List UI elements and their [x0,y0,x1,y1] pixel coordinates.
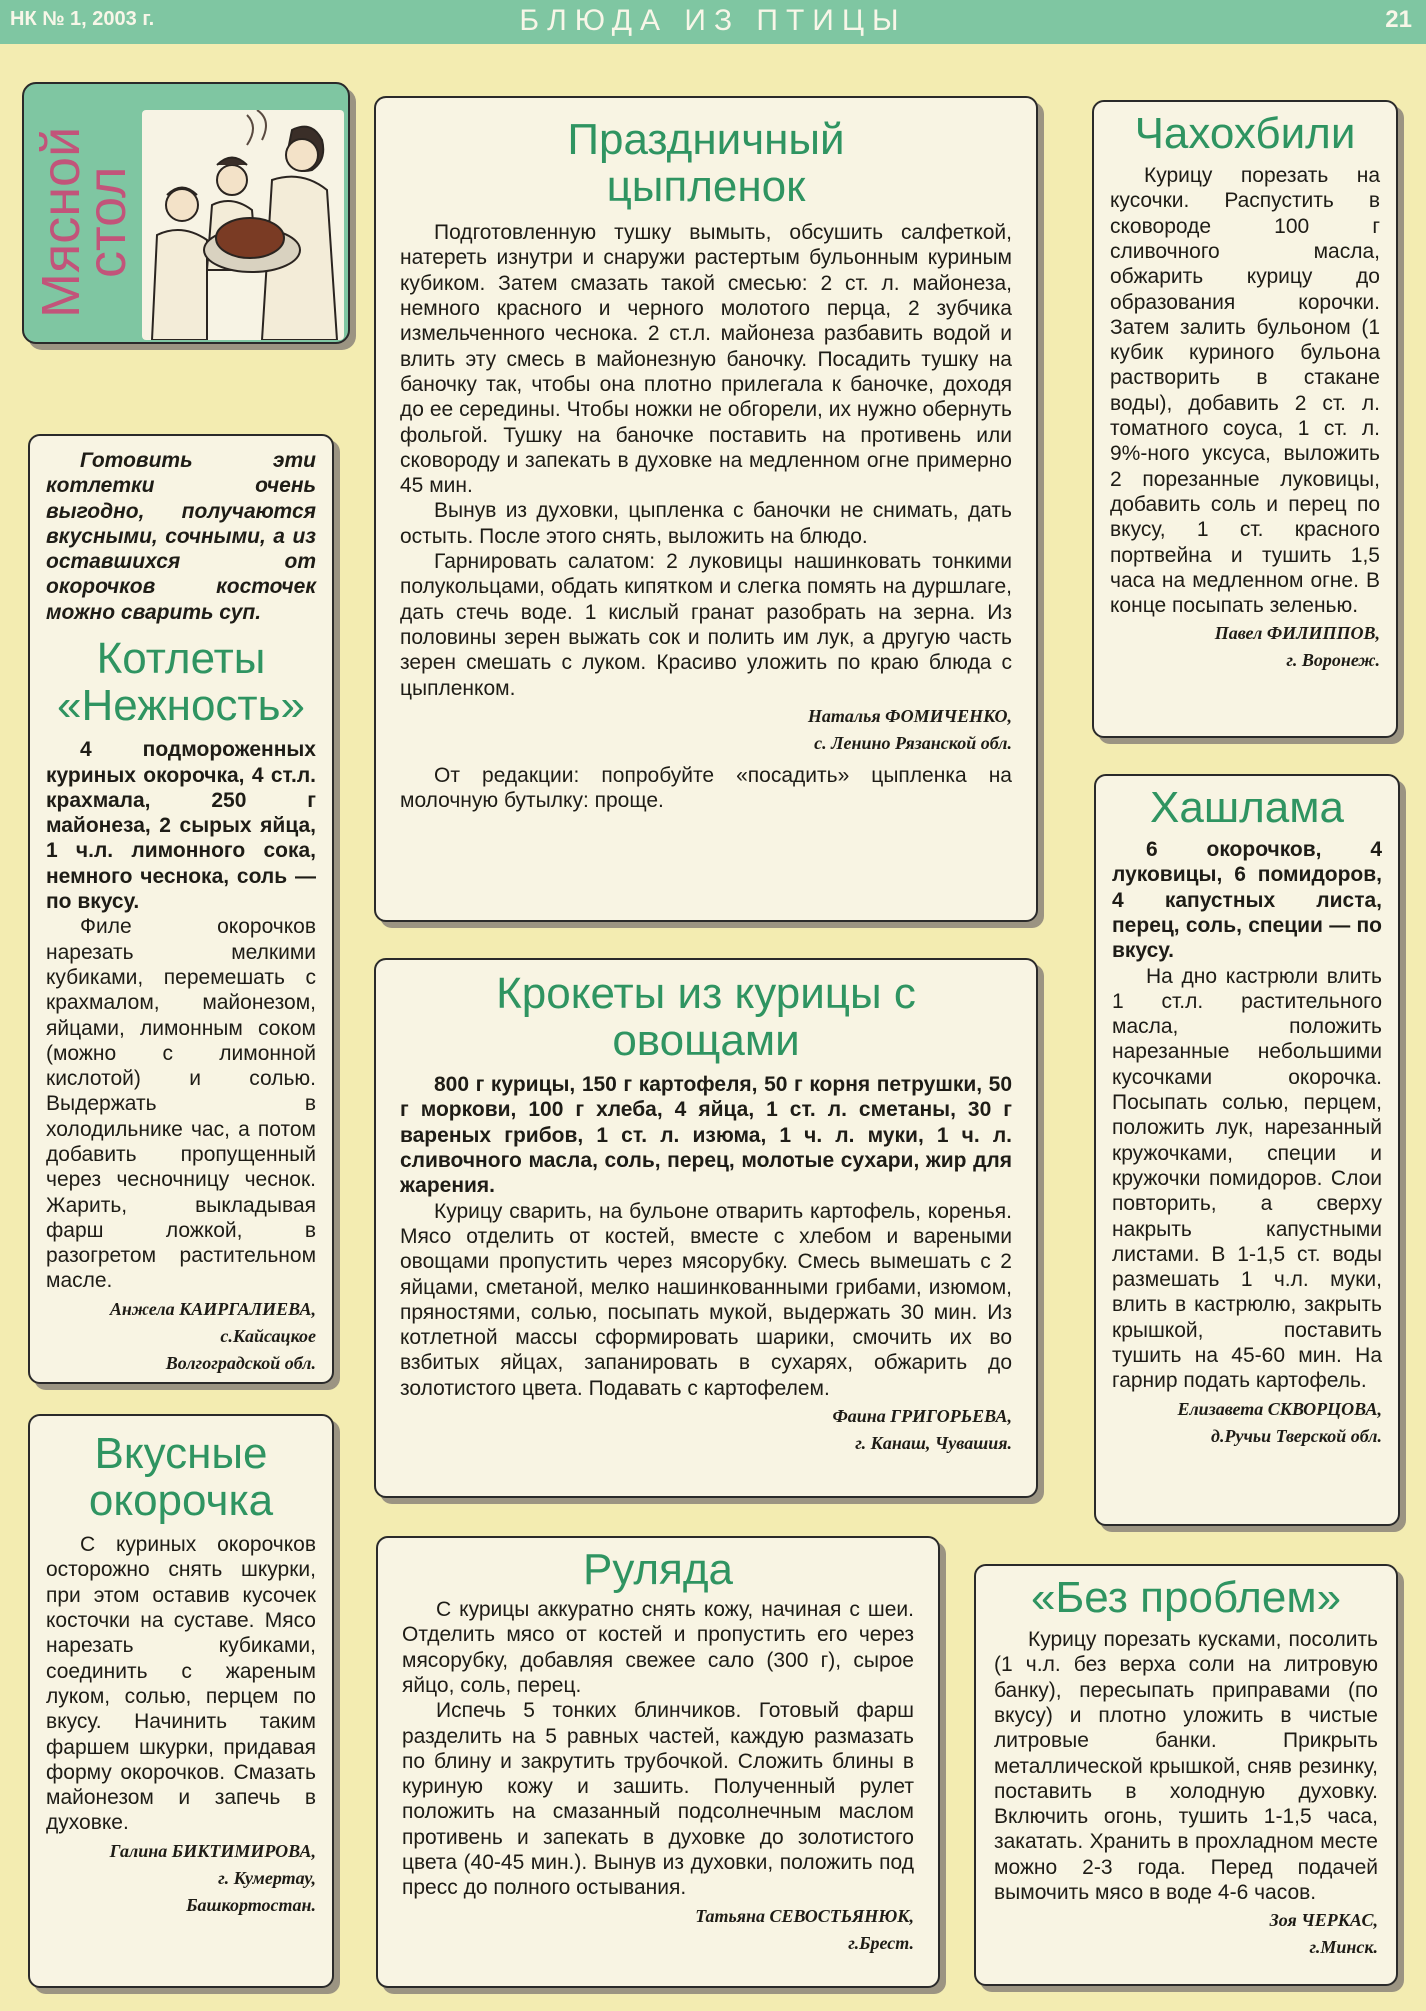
author-place: г.Брест. [848,1932,914,1953]
author-name: Татьяна СЕВОСТЬЯНЮК, [695,1905,914,1926]
author-place: с.Кайсацкое [220,1325,316,1346]
author-place: г. Кумертау, [218,1867,316,1888]
recipe-body [1110,163,1380,618]
recipe-paragraph: Подготовленную тушку вымыть, обсушить салфеткой, натереть изнутри и снаружи растертым бульонным куриным кубиком. Затем смазать такой смесью: 2 ст. л. майонеза, немного красного и черного молотого перца, 2 зубчика измельченного чеснока. 2 ст.л. майонеза разбавить водой и влить эту смесь в майонезную баночку. Посадить тушку на баночку так, чтобы она плотно прилегала к баночке, доходя до ее середины. Чтобы ножки не обгорели, их нужно обернуть фольгой. Тушку на баночке поставить на противень или сковороду и запекать в духовке на медленном огне примерно 45 мин. [400,221,1012,498]
recipe-paragraph: С курицы аккуратно снять кожу, начиная с шеи. Отделить мясо от костей и пропустить его через мясорубку, добавляя свежее сало (300 г), сырое яйцо, соль, перец. [402,1598,914,1697]
author-name: Павел ФИЛИППОВ, [1214,623,1380,644]
recipe-title: «Без проблем» [1030,1573,1342,1622]
recipe-title: Руляда [582,1545,734,1594]
recipe-body [994,1627,1378,1905]
recipe-paragraph: Вынув из духовки, цыпленка с баночки не снимать, дать остыть. После этого снять, выложить на блюдо. [400,499,1012,548]
family-illustration [142,110,344,340]
rubric-logo-text: Мясной стол [31,126,137,318]
recipe-title: Крокеты из курицы с овощами [496,969,916,1066]
recipe-khashlama [1094,774,1400,1526]
author-name: Анжела КАИРГАЛИЕВА, [109,1298,316,1319]
editor-note-text: От редакции: попробуйте «посадить» цыпленка на молочную бутылку: проще. [400,763,1012,813]
recipe-body [1112,837,1382,1394]
recipe-ingredients: 4 подмороженных куриных окорочка, 4 ст.л. крахмала, 250 г майонеза, 2 сырых яйца, 1 ч.л. лимонного сока, немного чеснока, соль — по вкусу. [46,738,316,914]
author-name: Елизавета СКВОРЦОВА, [1177,1398,1382,1419]
author-place: г.Минск. [1309,1937,1378,1958]
author-name: Наталья ФОМИЧЕНКО, [807,705,1012,726]
recipe-paragraph: Курицу порезать на кусочки. Распустить в сковороде 100 г сливочного масла, обжарить курицу до образования корочки. Затем залить бульоном (1 кубик куриного бульона растворить в стакане воды), добавить 2 ст. л. томатного соуса, 1 ст. л. 9%-ного уксуса, выложить 2 порезанные луковицы, добавить соль и перец по вкусу, 1 ст. красного портвейна и тушить 1,5 часа на медленном огне. В конце посыпать зеленью. [1110,164,1380,618]
recipe-ingredients: 800 г курицы, 150 г картофеля, 50 г корня петрушки, 50 г моркови, 100 г хлеба, 4 яйца, 1 ст. л. сметаны, 30 г вареных грибов, 1 ст. л. изюма, 1 ч. л. муки, 1 ч. л. сливочного масла, соль, перец, молотые сухари, жир для жарения. [400,1073,1012,1198]
recipe-title: Вкусные окорочка [88,1429,274,1526]
author-place: Башкортостан. [186,1894,316,1915]
recipe-title: Котлеты «Нежность» [57,634,305,731]
author-name: Галина БИКТИМИРОВА, [109,1840,316,1861]
rubric-logo [22,82,350,344]
recipe-paragraph: Курицу сварить, на бульоне отварить картофель, коренья. Мясо отделить от костей, вместе с хлебом и вареными овощами пропустить через мясорубку. Смесь вымешать с 2 яйцами, сметаной, мелко нашинкованными грибами, изюмом, пряностями, солью, посыпать мукой, выдержать 30 мин. Из котлетной массы сформировать шарики, смочить их во взбитых яйцах, запанировать в сухарях, обжарить до золотистого цвета. Подавать с картофелем. [400,1199,1012,1400]
recipe-prazdnichny-tsyplenok [374,96,1038,922]
recipe-paragraph: Гарнировать салатом: 2 луковицы нашинковать тонкими полукольцами, обдать кипятком и слегка помять на дуршлаге, дать стечь воде. 1 кислый гранат разобрать на зерна. Из половины зерен выжать сок и полить им лук, а другую часть зерен смешать с луком. Красиво уложить по краю блюда с цыпленком. [400,550,1012,700]
recipe-title: Праздничный цыпленок [567,115,845,212]
recipe-body [400,220,1012,701]
author-place: с. Ленино Рязанской обл. [814,732,1012,753]
page-header [0,0,1426,44]
recipe-chakhokhbili [1092,100,1398,738]
editor-note [400,763,1012,814]
author-name: Зоя ЧЕРКАС, [1269,1910,1378,1931]
recipe-kotlety-nezhnost [28,434,334,1384]
recipe-krokety [374,958,1038,1498]
author-place: г. Канаш, Чувашия. [855,1433,1012,1454]
author-name: Фаина ГРИГОРЬЕВА, [832,1406,1012,1427]
page-number: 21 [1385,6,1412,33]
recipe-body [46,737,316,1294]
family-with-turkey-illustration [142,110,344,340]
recipe-ingredients: 6 окорочков, 4 луковицы, 6 помидоров, 4 капустных листа, перец, соль, специи — по вкусу. [1112,838,1382,963]
author-place: д.Ручьи Тверской обл. [1211,1425,1382,1446]
recipe-body [400,1072,1012,1401]
recipe-title: Чахохбили [1134,109,1356,158]
recipe-body [46,1532,316,1836]
recipe-body [402,1597,914,1901]
section-title: БЛЮДА ИЗ ПТИЦЫ [519,4,907,37]
recipe-bez-problem [974,1564,1398,1986]
recipe-lead [46,448,316,625]
recipe-paragraph: Испечь 5 тонких блинчиков. Готовый фарш разделить на 5 равных частей, каждую размазать по блину и закрутить трубочкой. Сложить блины в куриную кожу и зашить. Полученный рулет положить на смазанный подсолнечным маслом противень и запекать в духовке до золотистого цвета (40-45 мин.). Вынув из духовки, положить под пресс до полного остывания. [402,1699,914,1900]
recipe-title: Хашлама [1150,783,1344,832]
author-place: г. Воронеж. [1286,650,1380,671]
recipe-vkusnye-okorochka [28,1414,334,1988]
recipe-paragraph: На дно кастрюли влить 1 ст.л. растительного масла, положить нарезанные небольшими кусочками окорочка. Посыпать солью, перцем, положить лук, нарезанный кружочками, специи и кружочки помидоров. Слои повторить, а сверху накрыть капустными листами. В 1-1,5 ст. воды размешать 1 ч.л. муки, влить в кастрюлю, закрыть крышкой, поставить тушить на 45-60 мин. На гарнир подать картофель. [1112,964,1382,1393]
recipe-lead-text: Готовить эти котлетки очень выгодно, получаются вкусными, сочными, а из оставшихся от окорочков косточек можно сварить суп. [46,449,316,624]
author-place: Волгоградской обл. [165,1352,316,1373]
recipe-paragraph: С куриных окорочков осторожно снять шкурки, при этом оставив кусочек косточки на суставе. Мясо нарезать кубиками, соединить с жареным луком, солью, перцем по вкусу. Начинить таким фаршем шкурки, придавая форму окорочков. Смазать майонезом и запечь в духовке. [46,1533,316,1835]
recipe-paragraph: Филе окорочков нарезать мелкими кубиками, перемешать с крахмалом, майонезом, яйцами, лимонным соком (можно с лимонной кислотой) и солью. Выдержать в холодильнике час, а потом добавить пропущенный через чесночницу чеснок. Жарить, выкладывая фарш ложкой, в разогретом растительном масле. [46,915,316,1293]
issue-label: НК № 1, 2003 г. [10,8,155,30]
recipe-rulyada [376,1536,940,1988]
recipe-paragraph: Курицу порезать кусками, посолить (1 ч.л. без верха соли на литровую банку), пересыпать приправами (по вкусу) и плотно уложить в чистые литровые банки. Прикрыть металлической крышкой, сняв резинку, поставить в холодную духовку. Включить огонь, тушить 1-1,5 часа, закатать. Хранить в прохладном месте можно 2-3 года. Перед подачей вымочить мясо в воде 4-6 часов. [994,1628,1378,1905]
